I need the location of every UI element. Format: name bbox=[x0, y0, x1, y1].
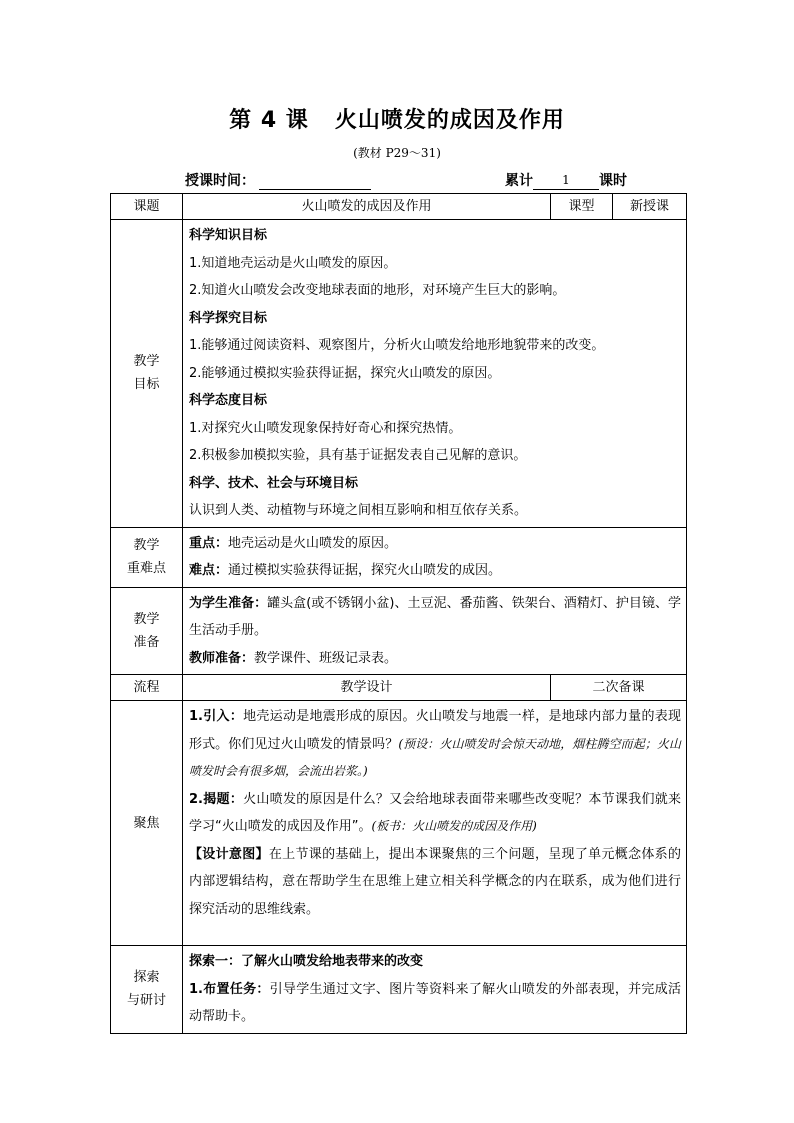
teaching-time-blank bbox=[259, 174, 371, 190]
lesson-type-label: 课型 bbox=[551, 194, 613, 220]
intro-note: (预设：火山喷发时会惊天动地，烟柱腾空而起；火山喷发时会有很多烟，会流出岩浆。) bbox=[189, 736, 681, 778]
focus-section-label: 聚焦 bbox=[111, 701, 183, 946]
lesson-plan-table bbox=[110, 193, 687, 1034]
sci-knowledge-2: 2.知道火山喷发会改变地球表面的地形，对环境产生巨大的影响。 bbox=[189, 283, 566, 298]
lesson-number: 第 4 课 bbox=[229, 108, 309, 133]
design-label: 教学设计 bbox=[183, 675, 551, 701]
teacher-prep-text: 教学课件、班级记录表。 bbox=[254, 650, 398, 666]
difficulty-point bbox=[189, 557, 681, 585]
task-text: 引导学生通过文字、图片等资料来了解火山喷发的外部表现，并完成活动帮助卡。 bbox=[189, 981, 681, 1024]
sci-knowledge-1: 1.知道地壳运动是火山喷发的原因。 bbox=[189, 255, 397, 271]
design-intent-label: 【设计意图】 bbox=[189, 846, 269, 862]
second-prep-label: 二次备课 bbox=[551, 675, 687, 701]
focus-label: 重点： bbox=[189, 535, 229, 551]
topic-value: 火山喷发的成因及作用 bbox=[183, 194, 551, 220]
topic-label: 课题 bbox=[111, 194, 183, 220]
sci-attitude-1: 1.对探究火山喷发现象保持好奇心和探究热情。 bbox=[189, 420, 462, 436]
sci-inquiry-1: 1.能够通过阅读资料、观察图片，分析火山喷发给地形地貌带来的改变。 bbox=[189, 338, 605, 353]
design-intent-text: 在上节课的基础上，提出本课聚焦的三个问题，呈现了单元概念体系的内部逻辑结构，意在帮助学生在思维上建立相关科学概念的内在联系，成为他们进行探究活动的思维线索。 bbox=[189, 846, 681, 917]
unit-label: 课时 bbox=[599, 173, 627, 189]
lesson-meta bbox=[185, 168, 645, 190]
goals-row bbox=[111, 220, 687, 528]
teaching-time bbox=[185, 170, 371, 190]
reveal-text: 火山喷发的原因是什么？又会给地球表面带来哪些改变呢？本节课我们就来学习“火山喷发的成因及作用”。 bbox=[189, 791, 681, 834]
stse-title: 科学、技术、社会与环境目标 bbox=[189, 475, 359, 491]
teaching-time-label: 授课时间： bbox=[185, 173, 255, 189]
design-intent-paragraph bbox=[189, 841, 681, 924]
difficulty-label: 难点： bbox=[189, 563, 229, 578]
student-prep-label: 为学生准备： bbox=[189, 595, 268, 611]
focus-row bbox=[111, 701, 687, 946]
sci-attitude-2: 2.积极参加模拟实验，具有基于证据发表自己见解的意识。 bbox=[189, 448, 527, 463]
sci-inquiry-2: 2.能够通过模拟实验获得证据，探究火山喷发的原因。 bbox=[189, 365, 501, 381]
difficulty-text: 通过模拟实验获得证据，探究火山喷发的成因。 bbox=[228, 563, 502, 578]
explore-section-content bbox=[183, 946, 687, 1034]
textbook-pages: (教材 P29～31) bbox=[353, 146, 441, 160]
reveal-label: 2.揭题： bbox=[189, 791, 244, 807]
prep-label-line2: 准备 bbox=[133, 634, 160, 650]
key-points-label-line1: 教学 bbox=[133, 538, 160, 553]
prep-label-line1: 教学 bbox=[133, 611, 160, 627]
focus-text: 地壳运动是火山喷发的原因。 bbox=[228, 535, 398, 551]
key-points-label bbox=[111, 527, 183, 587]
goals-content bbox=[183, 220, 687, 528]
reveal-paragraph bbox=[189, 786, 681, 841]
goals-label-line1: 教学 bbox=[133, 354, 160, 370]
sci-inquiry-title: 科学探究目标 bbox=[189, 310, 268, 326]
prep-row bbox=[111, 587, 687, 675]
prep-content bbox=[183, 587, 687, 675]
focus-point bbox=[189, 530, 681, 558]
lesson-type-value: 新授课 bbox=[613, 194, 687, 220]
intro-paragraph bbox=[189, 703, 681, 786]
focus-section-content bbox=[183, 701, 687, 946]
stse-1: 认识到人类、动植物与环境之间相互影响和相互依存关系。 bbox=[189, 503, 528, 518]
total-label: 累计 bbox=[505, 173, 533, 189]
teacher-prep bbox=[189, 645, 681, 673]
flow-label: 流程 bbox=[111, 675, 183, 701]
reveal-note: (板书：火山喷发的成因及作用) bbox=[371, 819, 537, 833]
explore-row bbox=[111, 946, 687, 1034]
header-row bbox=[111, 194, 687, 220]
task-label: 1.布置任务： bbox=[189, 981, 270, 997]
explore-label-line1: 探索 bbox=[133, 970, 160, 986]
key-points-row bbox=[111, 527, 687, 587]
sci-knowledge-title: 科学知识目标 bbox=[189, 228, 268, 243]
explore-section-label bbox=[111, 946, 183, 1034]
goals-label bbox=[111, 220, 183, 528]
explore-title: 探索一：了解火山喷发给地表带来的改变 bbox=[189, 954, 424, 969]
prep-label bbox=[111, 587, 183, 675]
key-points-label-line2: 重难点 bbox=[126, 561, 166, 576]
key-points-content bbox=[183, 527, 687, 587]
intro-text: 地壳运动是地震形成的原因。火山喷发与地震一样，是地球内部力量的表现形式。你们见过火山喷发的情景吗？ bbox=[189, 709, 681, 752]
total-value: 1 bbox=[533, 173, 599, 190]
student-prep bbox=[189, 590, 681, 645]
student-prep-text: 罐头盒(或不锈钢小盆)、土豆泥、番茄酱、铁架台、酒精灯、护目镜、学生活动手册。 bbox=[189, 595, 681, 638]
task-paragraph bbox=[189, 976, 681, 1031]
teacher-prep-label: 教师准备： bbox=[189, 650, 255, 666]
sci-attitude-title: 科学态度目标 bbox=[189, 393, 268, 408]
flow-header-row bbox=[111, 675, 687, 701]
total-hours bbox=[505, 170, 627, 190]
explore-label-line2: 与研讨 bbox=[126, 993, 166, 1009]
goals-label-line2: 目标 bbox=[133, 377, 160, 393]
lesson-topic: 火山喷发的成因及作用 bbox=[334, 108, 565, 133]
lesson-title bbox=[0, 103, 794, 134]
intro-label: 1.引入： bbox=[189, 709, 244, 724]
